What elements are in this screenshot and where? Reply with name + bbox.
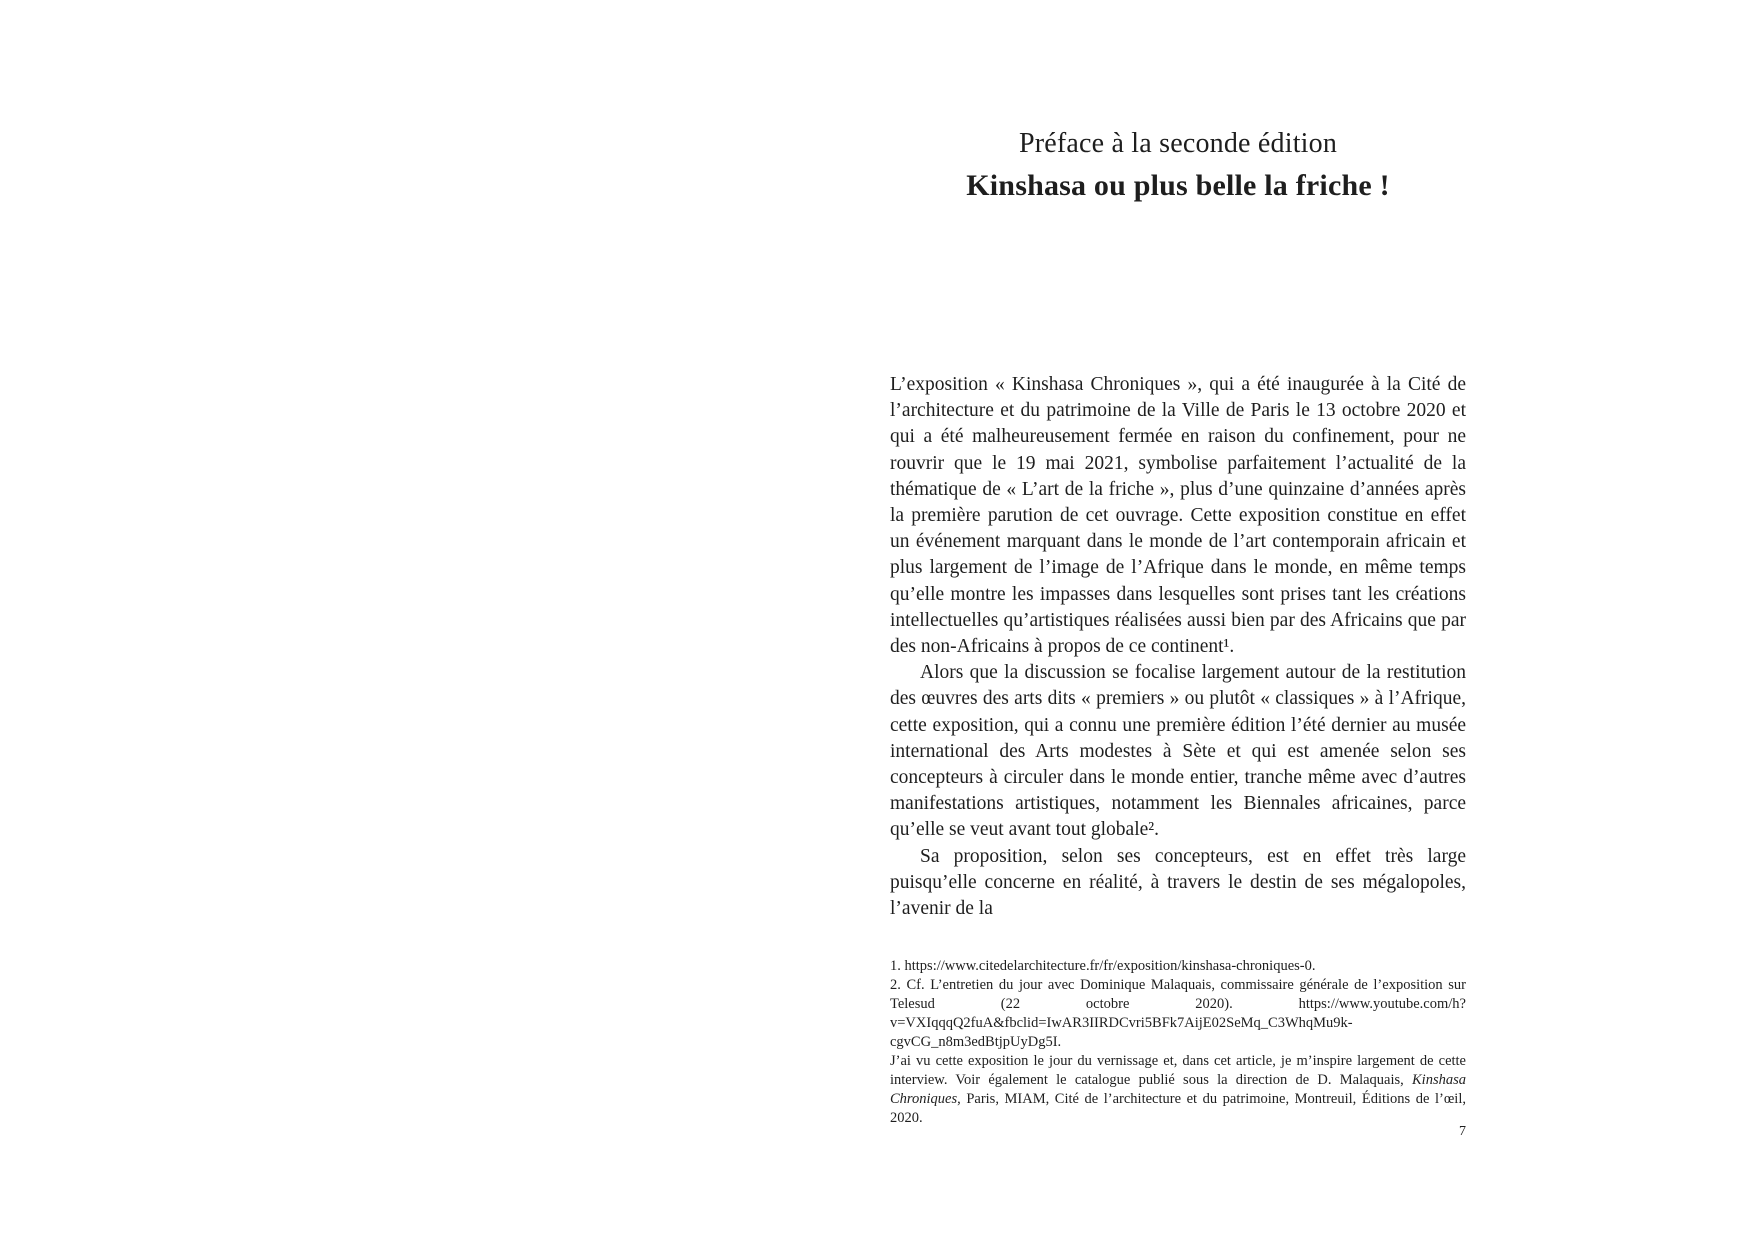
footnote-text-before-title: J’ai vu cette exposition le jour du vernissage et, dans cet article, je m’inspire largement de cette interview. Voir également le catalogue publié sous la direction de D. Malaquais, [890,1053,1466,1088]
body-text [890,372,1466,922]
footnote-2-continuation [890,1052,1466,1128]
paragraph-3: Sa proposition, selon ses concepteurs, est en effet très large puisqu’elle concerne en réalité, à travers le destin de ses mégalopoles, l’avenir de la [890,845,1466,920]
footnote-2: 2. Cf. L’entretien du jour avec Dominique Malaquais, commissaire générale de l’exposition sur Telesud (22 octobre 2020). https://www.youtube.com/h?v=VXIqqqQ2fuA&fbclid=IwAR3IIRDCvri5BFk7AijE02SeMq_C3WhqMu9k-cgvCG_n8m3edBtjpUyDg5I. [890,977,1466,1050]
footnote-book-title-italic: Kinshasa Chroniques [890,1072,1466,1107]
footnotes-block [890,957,1466,1128]
footnote-text-after-title: , Paris, MIAM, Cité de l’architecture et du patrimoine, Montreuil, Éditions de l’œil, 2020. [890,1091,1466,1126]
paragraph-1: L’exposition « Kinshasa Chroniques », qui a été inaugurée à la Cité de l’architecture et du patrimoine de la Ville de Paris le 13 octobre 2020 et qui a été malheureusement fermée en raison du confinement, pour ne rouvrir que le 19 mai 2021, symbolise parfaitement l’actualité de la thématique de « L’art de la friche », plus d’une quinzaine d’années après la première parution de cet ouvrage. Cette exposition constitue en effet un événement marquant dans le monde de l’art contemporain africain et plus largement de l’image de l’Afrique dans le monde, en même temps qu’elle montre les impasses dans lesquelles sont prises tant les créations intellectuelles qu’artistiques réalisées aussi bien par des Africains que par des non-Africains à propos de ce continent¹. [890,374,1466,658]
chapter-title: Kinshasa ou plus belle la friche ! [966,169,1390,203]
chapter-subtitle: Préface à la seconde édition [1018,128,1338,159]
page-number: 7 [1459,1124,1466,1139]
chapter-title-block [890,126,1466,205]
paragraph-2: Alors que la discussion se focalise largement autour de la restitution des œuvres des arts dits « premiers » ou plutôt « classiques » à l’Afrique, cette exposition, qui a connu une première édition l’été dernier au musée international des Arts modestes à Sète et qui est amenée selon ses concepteurs à circuler dans le monde entier, tranche même avec d’autres manifestations artistiques, notamment les Biennales africaines, parce qu’elle se veut avant tout globale². [890,662,1466,841]
footnote-1: 1. https://www.citedelarchitecture.fr/fr/exposition/kinshasa-chroniques-0. [890,958,1316,974]
